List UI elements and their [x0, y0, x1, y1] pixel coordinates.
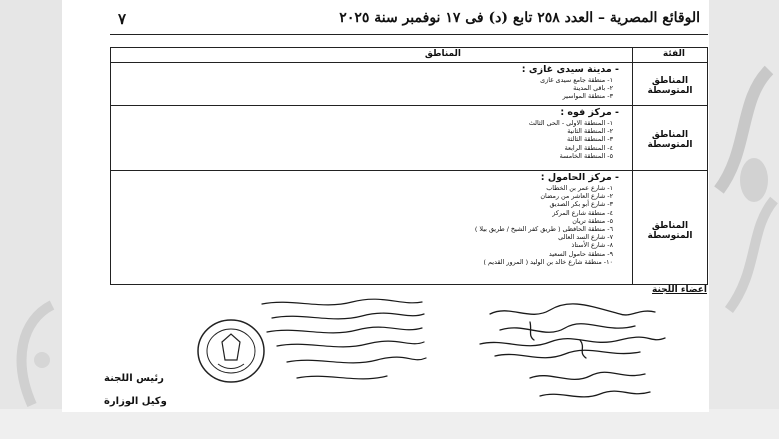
category-cell: المناطق المتوسطة: [647, 130, 693, 150]
list-item: ١- شارع عمر بن الخطاب: [546, 184, 613, 192]
list-item: ٥- منطقة تريان: [572, 216, 613, 225]
gazette-page: [62, 0, 709, 412]
list-item: ٨- شارع الأستاذ: [571, 241, 613, 250]
section-title: - مركز الحامول :: [540, 172, 619, 183]
committee-title: اعضاء اللجنة: [652, 285, 707, 295]
committee-signatures-right: [470, 300, 680, 410]
watermark-arc-icon: [2, 300, 60, 410]
list-item: ٦- منطقة الحافظى ( طريق كفر الشيخ / طريق بيلا ): [474, 225, 613, 234]
header-divider: [110, 34, 708, 35]
table-row: [111, 171, 707, 284]
scan-margin-bottom: [0, 409, 779, 439]
header-areas: المناطق: [424, 49, 461, 59]
areas-cell: [199, 172, 619, 266]
scan-margin-right: [709, 0, 779, 439]
section-title: - مدينة سيدى غازى :: [521, 64, 619, 75]
areas-cell: [199, 64, 619, 101]
header-title: الوقائع المصرية – العدد ٢٥٨ تابع (د) فى ١٧ نوفمبر سنة ٢٠٢٥: [339, 10, 700, 26]
deputy-minister-label: وكيل الوزارة: [104, 396, 167, 407]
list-item: ٣- منطقة المواسير: [562, 92, 613, 101]
category-cell: المناطق المتوسطة: [647, 76, 693, 96]
header-category: الفئة: [662, 49, 685, 59]
category-cell: المناطق المتوسطة: [647, 221, 693, 241]
list-item: ٣- المنطقة الثالثة: [567, 135, 613, 144]
table-row: [111, 63, 707, 106]
list-item: ٢- شارع العاشر من رمضان: [540, 192, 613, 201]
table-header: [111, 48, 707, 63]
list-item: ٩- منطقة حامول السعيد: [548, 249, 613, 258]
table-row: [111, 106, 707, 171]
list-item: ٢- المنطقة الثانية: [567, 127, 613, 136]
watermark-emblem-icon: [709, 60, 779, 320]
list-item: ٤- منطقة شارع المركز: [552, 208, 613, 217]
committee-chair-label: رئيس اللجنة: [104, 373, 164, 384]
list-item: ٣- شارع أبو بكر الصديق: [549, 200, 613, 209]
list-item: ٧- شارع السد العالى: [558, 233, 613, 242]
page-number: ٧: [118, 10, 127, 28]
page-header: [110, 8, 708, 30]
list-item: ١- منطقة جامع سيدى غازى: [540, 76, 613, 84]
list-item: ١٠- منطقة شارع خالد بن الوليد ( المرور القديم ): [483, 257, 613, 266]
scan-margin-left: [0, 0, 62, 439]
list-item: ١- المنطقة الاولى - الحى الثالث: [528, 119, 613, 127]
list-item: ٢- باقى المدينة: [573, 84, 613, 93]
section-title: - مركز فوه :: [560, 107, 619, 118]
areas-table: [110, 47, 708, 285]
signatures-area: [112, 296, 708, 412]
ministry-seal-icon: [194, 316, 268, 386]
list-item: ٥- المنطقة الخامسة: [559, 151, 613, 160]
list-item: ٤- المنطقة الرابعة: [564, 143, 613, 152]
areas-cell: [199, 107, 619, 160]
